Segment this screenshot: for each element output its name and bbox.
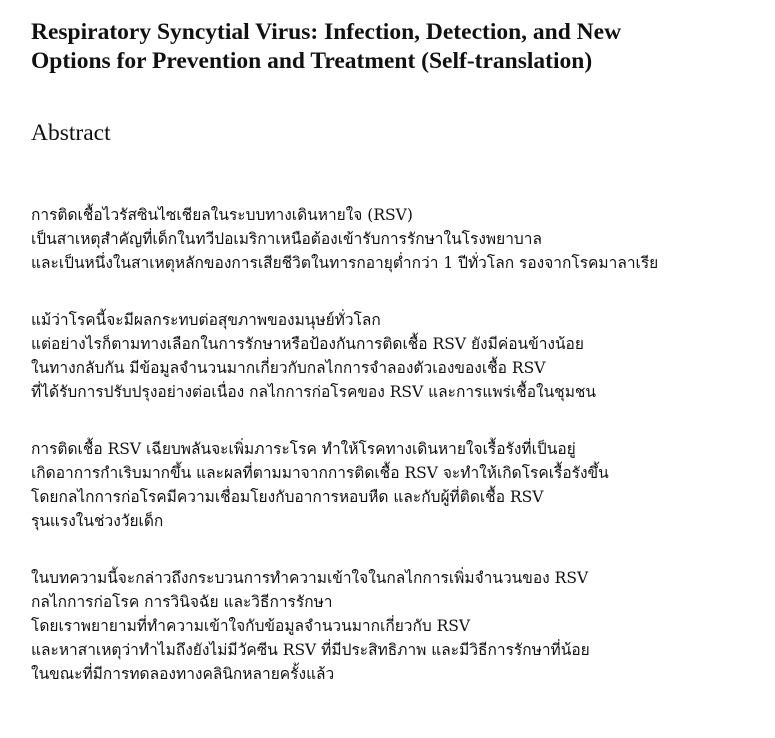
paragraph-line: การติดเชื้อ RSV เฉียบพลันจะเพิ่มภาระโรค ทำให้โรคทางเดินหายใจเรื้อรังที่เป็นอยู่ [31, 440, 576, 458]
abstract-paragraph [31, 308, 751, 404]
paragraph-line: แต่อย่างไรก็ตามทางเลือกในการรักษาหรือป้องกันการติดเชื้อ RSV ยังมีค่อนข้างน้อย [31, 335, 584, 353]
paragraph-line: รุนแรงในช่วงวัยเด็ก [31, 512, 164, 530]
paragraph-line: และหาสาเหตุว่าทำไมถึงยังไม่มีวัคซีน RSV ที่มีประสิทธิภาพ และมีวิธีการรักษาที่น้อย [31, 641, 590, 659]
title-line: Options for Prevention and Treatment (Self-translation) [31, 48, 593, 74]
paragraph-line: การติดเชื้อไวรัสซินไซเชียลในระบบทางเดินหายใจ (RSV) [31, 206, 413, 224]
paragraph-line: ในทางกลับกัน มีข้อมูลจำนวนมากเกี่ยวกับกลไกการจำลองตัวเองของเชื้อ RSV [31, 359, 546, 377]
paragraph-line: และเป็นหนึ่งในสาเหตุหลักของการเสียชีวิตในทารกอายุต่ำกว่า 1 ปีทั่วโลก รองจากโรคมาลาเรีย [31, 254, 659, 272]
abstract-heading: Abstract [31, 120, 111, 146]
paragraph-line: แม้ว่าโรคนี้จะมีผลกระทบต่อสุขภาพของมนุษย์ทั่วโลก [31, 311, 381, 329]
abstract-paragraph [31, 203, 751, 275]
paragraph-line: โดยกลไกการก่อโรคมีความเชื่อมโยงกับอาการหอบหืด และกับผู้ที่ติดเชื้อ RSV [31, 488, 544, 506]
abstract-paragraph [31, 437, 751, 533]
title-line: Respiratory Syncytial Virus: Infection, Detection, and New [31, 19, 622, 45]
paragraph-line: ในบทความนี้จะกล่าวถึงกระบวนการทำความเข้าใจในกลไกการเพิ่มจำนวนของ RSV [31, 569, 589, 587]
paragraph-line: เป็นสาเหตุสำคัญที่เด็กในทวีปอเมริกาเหนือต้องเข้ารับการรักษาในโรงพยาบาล [31, 230, 542, 248]
paragraph-line: เกิดอาการกำเริบมากขึ้น และผลที่ตามมาจากการติดเชื้อ RSV จะทำให้เกิดโรคเรื้อรังขึ้น [31, 464, 609, 482]
paragraph-line: ที่ได้รับการปรับปรุงอย่างต่อเนื่อง กลไกการก่อโรคของ RSV และการแพร่เชื้อในชุมชน [31, 383, 597, 401]
paragraph-line: กลไกการก่อโรค การวินิจฉัย และวิธีการรักษา [31, 593, 333, 611]
abstract-paragraph [31, 566, 751, 686]
paragraph-line: ในขณะที่มีการทดลองทางคลินิกหลายครั้งแล้ว [31, 665, 335, 683]
document-title [31, 18, 751, 76]
document-page [31, 18, 751, 686]
paragraph-line: โดยเราพยายามที่ทำความเข้าใจกับข้อมูลจำนวนมากเกี่ยวกับ RSV [31, 617, 471, 635]
